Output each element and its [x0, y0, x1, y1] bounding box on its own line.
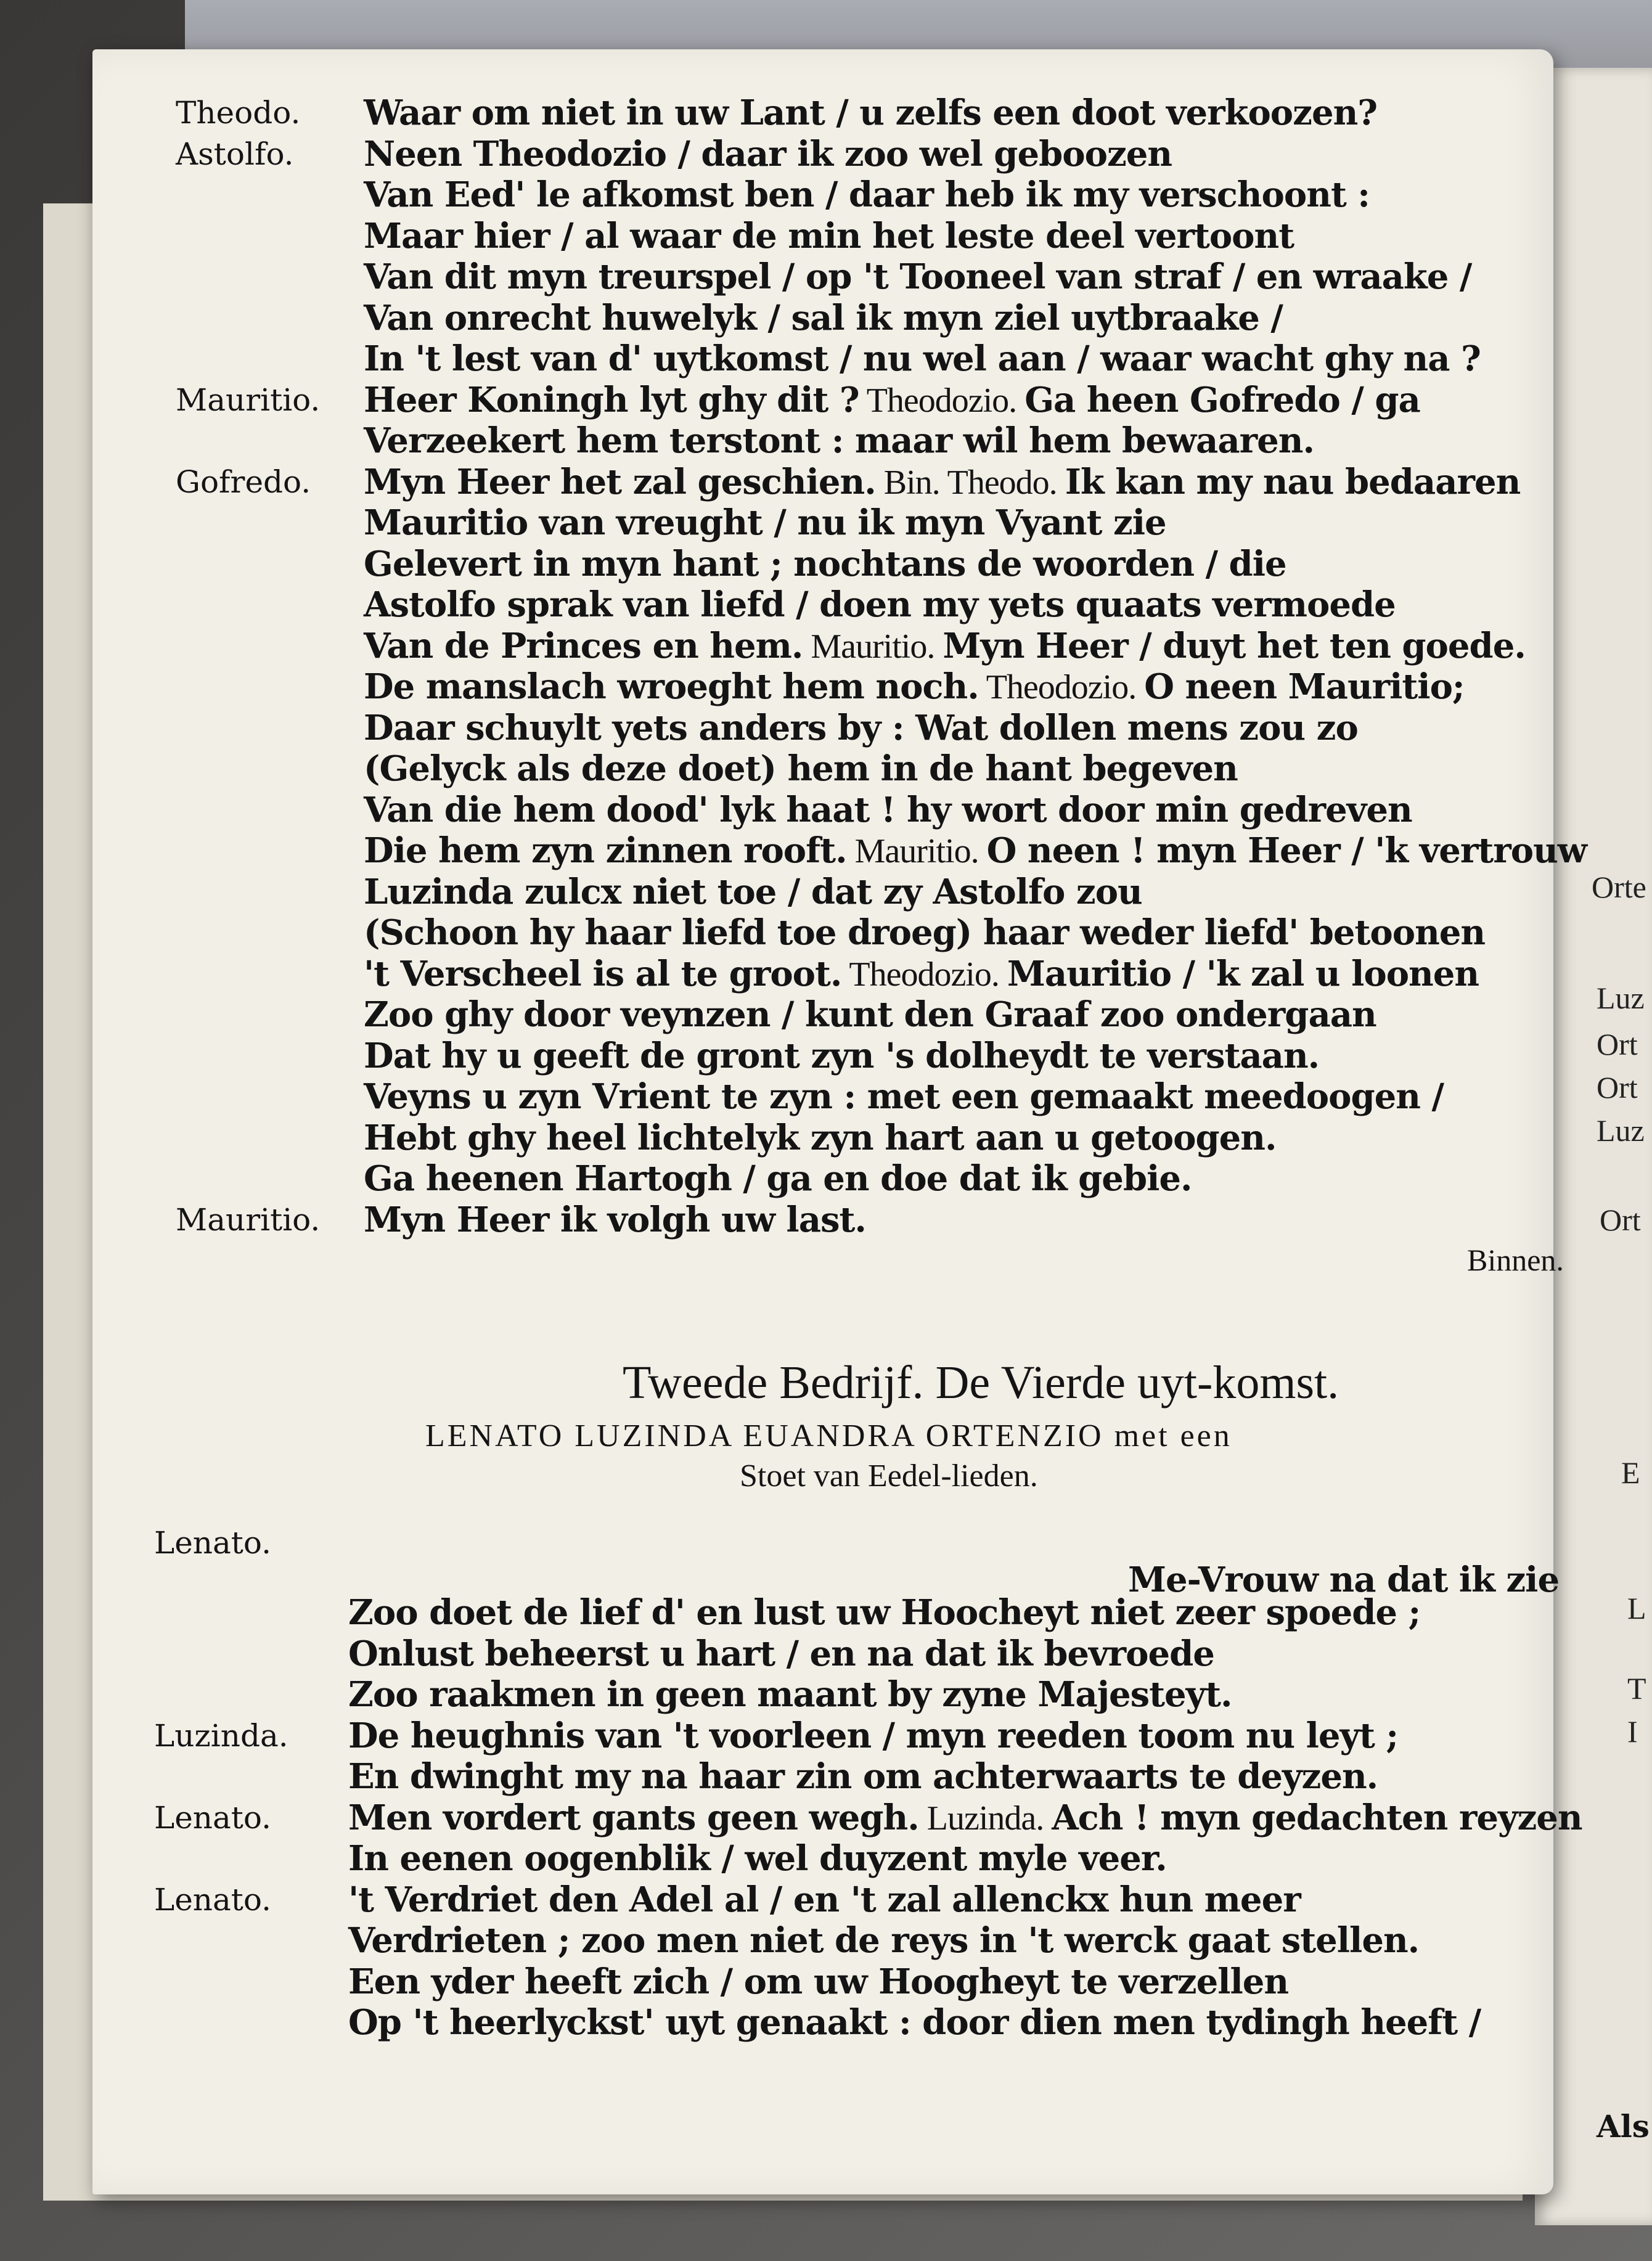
verse-line: [92, 1756, 1510, 1799]
facing-page-fragment: Luz: [1597, 981, 1645, 1015]
verse-text: [348, 1633, 1214, 1674]
verse-text: [364, 216, 1294, 256]
verse-segment: Mauritio / 'k zal u loonen: [1007, 953, 1479, 994]
verse-line: [92, 1633, 1510, 1677]
verse-line: [92, 708, 1510, 751]
verse-segment: Van die hem dood' lyk haat ! hy wort door min gedreven: [364, 789, 1412, 830]
verse-line: [92, 1118, 1510, 1161]
speaker-name: Theodo.: [176, 95, 301, 131]
verse-segment: De heughnis van 't voorleen / myn reeden toom nu leyt ;: [348, 1715, 1399, 1756]
verse-line: [92, 790, 1510, 833]
verse-line: [92, 1797, 1582, 1841]
speaker-cue: Theodozio.: [841, 955, 1007, 994]
verse-segment: Van dit myn treurspel / op 't Tooneel van straf / en wraake /: [364, 256, 1472, 297]
verse-text: [364, 420, 1314, 461]
verse-line: [92, 1920, 1510, 1963]
speaker-cue: Bin. Theodo.: [875, 463, 1065, 502]
verse-line: [92, 502, 1510, 546]
verse-text: [348, 1592, 1420, 1633]
verse-text: [364, 502, 1166, 543]
verse-text: [364, 666, 1465, 707]
facing-page-fragment: Ort: [1600, 1203, 1641, 1237]
verse-segment: Ach ! myn gedachten reyzen: [1052, 1797, 1582, 1838]
verse-line: [92, 380, 1510, 423]
verse-segment: Verdrieten ; zoo men niet de reys in 't werck gaat stellen.: [348, 1920, 1420, 1961]
verse-text: [348, 1961, 1288, 2002]
verse-text: [364, 380, 1420, 420]
facing-page-fragment: E: [1621, 1455, 1640, 1490]
verse-text: [364, 790, 1412, 830]
verse-text: [348, 1674, 1232, 1715]
verse-segment: Ga heen Gofredo / ga: [1024, 379, 1420, 420]
verse-line: [92, 1674, 1510, 1717]
verse-segment: Van Eed' le afkomst ben / daar heb ik my verschoont :: [364, 174, 1370, 215]
verse-segment: Astolfo sprak van liefd / doen my yets quaats vermoede: [364, 584, 1396, 625]
speaker-name: Luzinda.: [154, 1717, 288, 1754]
verse-text: [364, 912, 1485, 953]
verse-line: [92, 256, 1510, 300]
verse-line: [92, 912, 1510, 955]
verse-line: [92, 1838, 1510, 1881]
verse-text: [364, 626, 1526, 666]
verse-text: [364, 298, 1283, 338]
verse-segment: (Schoon hy haar liefd toe droeg) haar weder liefd' betoonen: [364, 912, 1486, 953]
speaker-cue: Theodozio.: [859, 381, 1025, 420]
verse-text: [348, 1797, 1582, 1838]
verse-line: [92, 216, 1510, 259]
verse-segment: Maar hier / al waar de min het leste deel vertoont: [364, 215, 1294, 256]
speaker-name: Astolfo.: [176, 136, 294, 172]
verse-text: [364, 872, 1142, 912]
speaker-cue: Theodozio.: [978, 668, 1145, 706]
verse-text: [364, 708, 1358, 748]
verse-line: [92, 1592, 1510, 1635]
verse-segment: Van onrecht huwelyk / sal ik myn ziel uytbraake /: [364, 297, 1283, 338]
verse-text: [364, 92, 1377, 133]
verse-segment: Luzinda zulcx niet toe / dat zy Astolfo zou: [364, 871, 1142, 912]
verse-segment: In eenen oogenblik / wel duyzent myle veer.: [348, 1838, 1167, 1879]
verse-segment: (Gelyck als deze doet) hem in de hant begeven: [364, 748, 1238, 789]
verse-line: [92, 1715, 1510, 1759]
verse-line: [92, 1076, 1510, 1119]
verse-segment: Mauritio van vreught / nu ik myn Vyant zie: [364, 502, 1166, 543]
verse-segment: Hebt ghy heel lichtelyk zyn hart aan u getoogen.: [364, 1117, 1277, 1158]
verse-segment: Ik kan my nau bedaaren: [1065, 461, 1521, 502]
speaker-name: Lenato.: [154, 1525, 272, 1561]
verse-segment: O neen Mauritio;: [1144, 666, 1465, 707]
cast-list-continued: Stoet van Eedel-lieden.: [740, 1458, 1038, 1494]
verse-text: [348, 1715, 1398, 1756]
verse-segment: Myn Heer het zal geschien.: [364, 461, 876, 502]
verse-segment: Op 't heerlyckst' uyt genaakt : door dien men tydingh heeft /: [348, 2002, 1481, 2043]
verse-line: [92, 830, 1587, 873]
speaker-cue: Mauritio.: [803, 627, 943, 666]
verse-text: [364, 134, 1172, 174]
verse-text: [348, 1920, 1419, 1961]
verse-text: [364, 1076, 1444, 1117]
verse-line: [92, 625, 1526, 669]
verse-line: [92, 872, 1510, 915]
verse-segment: Onlust beheerst u hart / en na dat ik bevroede: [348, 1633, 1214, 1674]
facing-page-fragment: Luz: [1597, 1113, 1645, 1148]
facing-page-fragment: Ort: [1597, 1027, 1638, 1061]
verse-line: [92, 92, 1510, 136]
verse-segment: Zoo ghy door veynzen / kunt den Graaf zoo ondergaan: [364, 994, 1376, 1035]
verse-segment: Waar om niet in uw Lant / u zelfs een doot verkoozen?: [364, 92, 1378, 133]
verse-text: [348, 1756, 1378, 1797]
verse-text: [364, 544, 1286, 584]
verse-segment: Me-Vrouw na dat ik zie: [1128, 1559, 1560, 1600]
verse-segment: Gelevert in myn hant ; nochtans de woorden / die: [364, 543, 1286, 584]
book-page: [92, 49, 1650, 2194]
verse-segment: Neen Theodozio / daar ik zoo wel geboozen: [364, 133, 1172, 174]
verse-segment: O neen ! myn Heer / 'k vertrouw: [986, 830, 1587, 871]
verse-text: [364, 748, 1238, 789]
speaker-name: Lenato.: [154, 1799, 272, 1836]
verse-line: [92, 174, 1510, 218]
verse-segment: Heer Koningh lyt ghy dit ?: [364, 379, 859, 420]
verse-line: [92, 954, 1510, 997]
speaker-cue: Mauritio.: [846, 832, 987, 870]
verse-line: [92, 748, 1510, 791]
verse-text: [364, 338, 1481, 379]
verse-text: [348, 1838, 1167, 1879]
verse-line: [92, 1200, 1510, 1243]
verse-text: [364, 1200, 866, 1240]
verse-text: [364, 994, 1376, 1035]
verse-segment: Verzeekert hem terstont : maar wil hem bewaaren.: [364, 420, 1314, 461]
verse-segment: Van de Princes en hem.: [364, 625, 803, 666]
verse-line: [92, 298, 1510, 341]
verse-segment: Zoo raakmen in geen maant by zyne Majesteyt.: [348, 1674, 1232, 1715]
speaker-name: Mauritio.: [176, 382, 321, 418]
verse-segment: 't Verdriet den Adel al / en 't zal allenckx hun meer: [348, 1879, 1301, 1920]
speaker-name: Lenato.: [154, 1881, 272, 1918]
verse-line: [92, 994, 1510, 1037]
verse-line: [92, 584, 1510, 628]
speaker-name: Mauritio.: [176, 1201, 321, 1238]
verse-line: [92, 666, 1510, 709]
cast-list: LENATO LUZINDA EUANDRA ORTENZIO met een: [425, 1418, 1232, 1454]
verse-segment: Men vordert gants geen wegh.: [348, 1797, 919, 1838]
verse-line: [92, 1036, 1510, 1079]
verse-text: [364, 256, 1471, 297]
verse-text: [364, 1158, 1192, 1199]
verse-segment: Dat hy u geeft de gront zyn 's dolheydt te verstaan.: [364, 1035, 1320, 1076]
verse-line: [92, 134, 1510, 177]
verse-segment: En dwinght my na haar zin om achterwaarts te deyzen.: [348, 1756, 1378, 1797]
verse-line: [92, 461, 1521, 505]
verse-text: [364, 174, 1370, 215]
facing-page-fragment: T: [1627, 1671, 1646, 1706]
facing-page-fragment: I: [1627, 1714, 1638, 1749]
verse-text: [364, 584, 1396, 625]
verse-segment: Veyns u zyn Vrient te zyn : met een gemaakt meedoogen /: [364, 1076, 1444, 1117]
verse-line: [92, 2002, 1510, 2045]
verse-line: [92, 544, 1510, 587]
verse-segment: Myn Heer / duyt het ten goede.: [943, 625, 1526, 666]
verse-text: [364, 462, 1520, 502]
verse-text: [364, 830, 1587, 871]
verse-segment: Daar schuylt yets anders by : Wat dollen mens zou zo: [364, 707, 1358, 748]
verse-segment: 't Verscheel is al te groot.: [364, 953, 842, 994]
catchword: Als: [1597, 2108, 1650, 2144]
verse-segment: De manslach wroeght hem noch.: [364, 666, 979, 707]
verse-text: [364, 1036, 1319, 1076]
verse-text: [348, 1879, 1301, 1920]
verse-line: [92, 1879, 1510, 1923]
verse-segment: Die hem zyn zinnen rooft.: [364, 830, 847, 871]
facing-page-fragment: Orte: [1592, 870, 1646, 904]
act-heading: Tweede Bedrijf. De Vierde uyt-komst.: [623, 1357, 1339, 1409]
verse-segment: Myn Heer ik volgh uw last.: [364, 1199, 866, 1240]
verse-line: [92, 1961, 1510, 2005]
verse-segment: In 't lest van d' uytkomst / nu wel aan / waar wacht ghy na ?: [364, 338, 1481, 379]
verse-text: [364, 954, 1479, 994]
exit-note: Binnen.: [1467, 1243, 1564, 1277]
verse-text: [364, 1118, 1276, 1158]
verse-text: [348, 2002, 1481, 2043]
verse-segment: Ga heenen Hartogh / ga en doe dat ik gebie.: [364, 1158, 1192, 1199]
speaker-cue: Luzinda.: [918, 1799, 1052, 1838]
verse-segment: Een yder heeft zich / om uw Hoogheyt te verzellen: [348, 1961, 1289, 2002]
facing-page-fragment: L: [1627, 1591, 1646, 1625]
verse-line: [92, 420, 1510, 464]
verse-line: [92, 338, 1510, 382]
verse-line: [92, 1158, 1510, 1201]
verse-segment: Zoo doet de lief d' en lust uw Hoocheyt niet zeer spoede ;: [348, 1592, 1421, 1633]
facing-page-fragment: Ort: [1597, 1070, 1638, 1105]
speaker-name: Gofredo.: [176, 464, 311, 500]
